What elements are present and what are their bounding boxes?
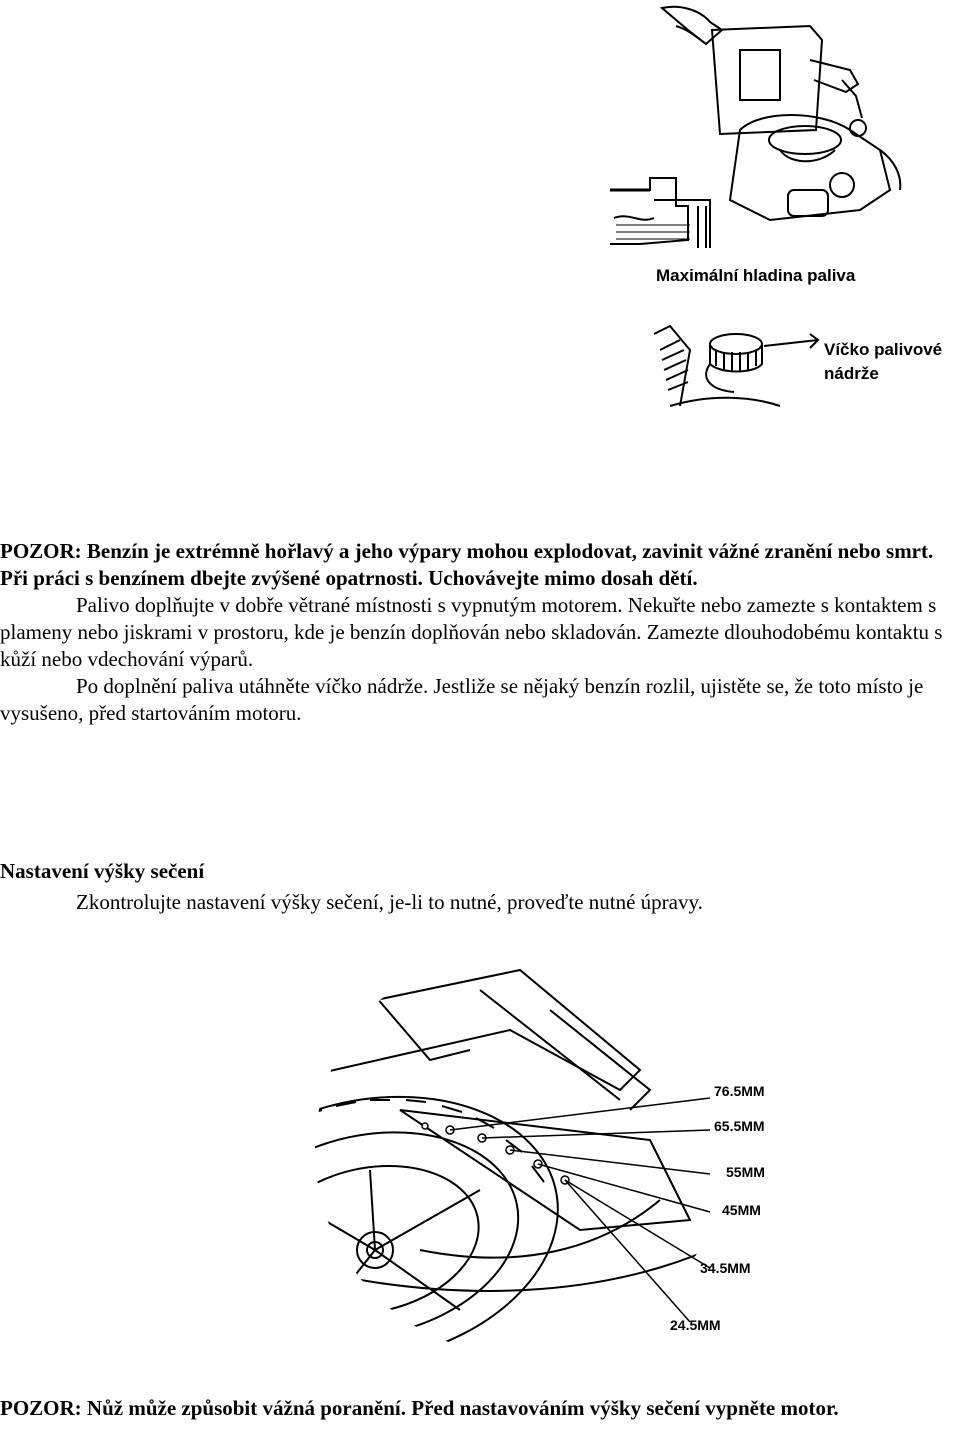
height-label-34-5: 34.5MM xyxy=(700,1260,751,1276)
cutting-height-heading: Nastavení výšky sečení xyxy=(0,859,205,883)
height-label-45: 45MM xyxy=(722,1202,761,1218)
fuel-cap-label-line1: Víčko palivové xyxy=(824,340,943,359)
fuel-refill-illustration xyxy=(610,0,910,300)
blade-warning: POZOR: Nůž může způsobit vážná poranění. Před nastavováním výšky sečení vypněte motor. xyxy=(0,1396,839,1420)
wheel-height-illustration xyxy=(220,950,960,1360)
figure-fuel-refill xyxy=(610,0,910,300)
fuel-cap-label-line2: nádrže xyxy=(824,364,879,383)
fuel-warning-paragraph-1: Palivo doplňujte v dobře větrané místnosti s vypnutým motorem. Nekuřte nebo zamezte s kontaktem s plameny nebo jiskrami v prostoru, kde je benzín doplňován nebo skladován. Zamezte dlouhodobému kontaktu s kůží nebo vdechování výparů. xyxy=(0,593,943,671)
max-fuel-level-label: Maximální hladina paliva xyxy=(656,266,856,285)
cutting-height-text: Zkontrolujte nastavení výšky sečení, je-li to nutné, proveďte nutné úpravy. xyxy=(76,890,703,914)
fuel-cap-illustration xyxy=(650,320,820,410)
fuel-warning-bold: POZOR: Benzín je extrémně hořlavý a jeho výpary mohou explodovat, zavinit vážné zranění nebo smrt. Při práci s benzínem dbejte zvýšené opatrnosti. Uchovávejte mimo dosah dětí. xyxy=(0,539,934,590)
figure-fuel-cap xyxy=(650,320,820,410)
height-label-76-5: 76.5MM xyxy=(714,1083,765,1099)
height-label-65-5: 65.5MM xyxy=(714,1118,765,1134)
fuel-warning-block xyxy=(0,538,958,727)
height-label-24-5: 24.5MM xyxy=(670,1317,721,1333)
figure-wheel-height xyxy=(220,950,960,1360)
fuel-warning-paragraph-2: Po doplnění paliva utáhněte víčko nádrže. Jestliže se nějaký benzín rozlil, ujistěte se, že toto místo je vysušeno, před startováním motoru. xyxy=(0,674,924,725)
height-label-55: 55MM xyxy=(726,1164,765,1180)
